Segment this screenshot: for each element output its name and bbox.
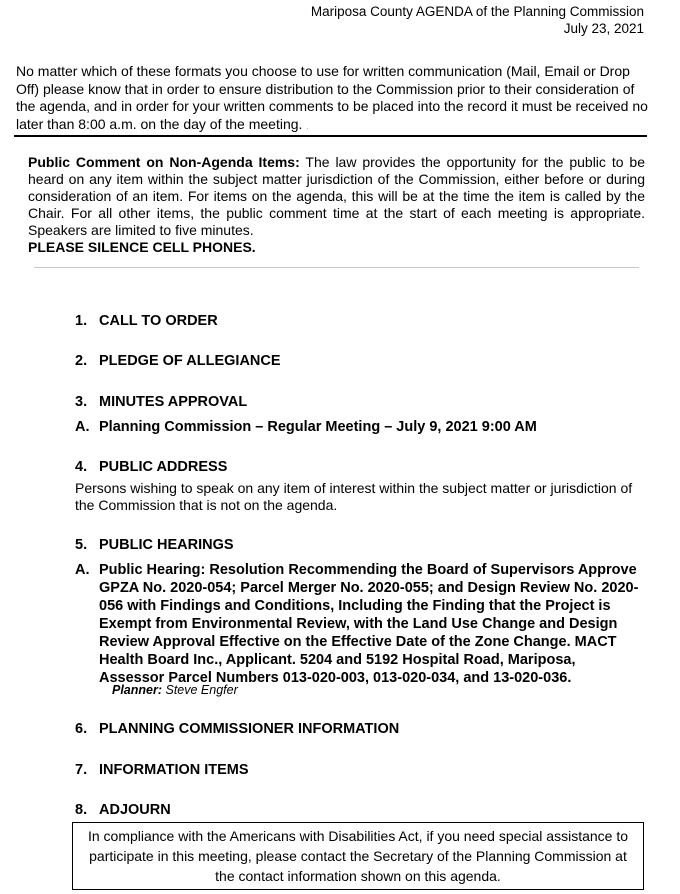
notice-text: No matter which of these formats you choose to use for written communication (Mail, Email or Drop Off) please know that in order to ensure distribution to the Commission prior to their consideration of the agenda, and in order for your written comments to be placed into the record it must be received no later than 8:00 a.m. on the day of the meeting. (16, 63, 648, 132)
item-number: 6. (75, 721, 88, 737)
planner-label: Planner: (112, 683, 163, 697)
item-title: PUBLIC ADDRESS (99, 459, 228, 475)
item-number: 5. (75, 537, 88, 553)
item-number: 7. (75, 762, 88, 778)
hearing-line: Exempt from Environmental Review, with the Land Use Change and Design (99, 616, 618, 632)
agenda-item-pledge (75, 352, 655, 370)
item-title: CALL TO ORDER (99, 313, 218, 329)
trailing-mark: . (306, 121, 309, 131)
agenda-item-commissioner-info (75, 720, 655, 738)
agenda-item-minutes-approval (75, 393, 655, 411)
agenda-item-adjourn (75, 801, 655, 819)
planner-name: Steve Engfer (165, 683, 238, 697)
header-date: July 23, 2021 (563, 21, 644, 36)
document-header (311, 3, 644, 37)
public-comment-section (28, 154, 645, 256)
item-title: PLEDGE OF ALLEGIANCE (99, 353, 281, 369)
item-letter: A. (75, 419, 90, 435)
item-number: 4. (75, 459, 88, 475)
item-title: ADJOURN (99, 802, 171, 818)
hearing-line: Public Hearing: Resolution Recommending the Board of Supervisors Approve (99, 562, 637, 578)
agenda-item-public-address (75, 458, 655, 476)
agenda-item-information-items (75, 761, 655, 779)
hearing-line: Assessor Parcel Numbers 013-020-003, 013-020-034, and 13-020-036. (99, 670, 572, 686)
written-communication-notice (16, 63, 656, 135)
header-title: Mariposa County AGENDA of the Planning Commission (310, 4, 644, 19)
item-number: 2. (75, 353, 88, 369)
agenda-subitem-public-hearing (75, 561, 647, 687)
ada-notice-line: participate in this meeting, please contact the Secretary of the Planning Commission at (89, 848, 627, 864)
planner-credit (112, 682, 238, 698)
item-title: PUBLIC HEARINGS (99, 537, 234, 553)
item-number: 8. (75, 802, 88, 818)
public-comment-heading: Public Comment on Non-Agenda Items: (28, 154, 300, 170)
item-number: 1. (75, 313, 88, 329)
item-title: INFORMATION ITEMS (99, 762, 249, 778)
section-divider (14, 135, 647, 137)
public-comment-body: The law provides the opportunity for the public to be heard on any item within the subject matter jurisdiction of the Commission, either before or during consideration of an item. For items on the agenda, this will be at the time the item is called by the Chair. For all other items, the public comment time at the start of each meeting is appropriate. Speakers are limited to five minutes. (28, 154, 645, 238)
item-number: 3. (75, 394, 88, 410)
agenda-subitem-minutes (75, 418, 655, 436)
ada-notice-box (72, 822, 644, 890)
item-title: MINUTES APPROVAL (99, 394, 248, 410)
ada-notice-line: In compliance with the Americans with Disabilities Act, if you need special assistance to (87, 828, 629, 844)
ada-notice-line: the contact information shown on this agenda. (215, 868, 501, 884)
hearing-line: Review Approval Effective on the Effective Date of the Zone Change. MACT (99, 634, 617, 650)
hearing-line: 056 with Findings and Conditions, Including the Finding that the Project is (99, 598, 611, 614)
public-address-description: Persons wishing to speak on any item of interest within the subject matter or jurisdiction of the Commission that is not on the agenda. (75, 480, 633, 513)
item-title: Planning Commission – Regular Meeting – July 9, 2021 9:00 AM (99, 419, 537, 435)
hearing-line: GPZA No. 2020-054; Parcel Merger No. 2020-055; and Design Review No. 2020- (99, 580, 639, 596)
silence-phones-notice: PLEASE SILENCE CELL PHONES. (28, 239, 256, 255)
item-letter: A. (75, 562, 90, 578)
hearing-description (99, 561, 647, 687)
hearing-line: Health Board Inc., Applicant. 5204 and 5192 Hospital Road, Mariposa, (99, 652, 576, 668)
light-divider (34, 267, 639, 268)
agenda-item-call-to-order (75, 312, 655, 330)
item-title: PLANNING COMMISSIONER INFORMATION (99, 721, 400, 737)
agenda-item-public-hearings (75, 536, 655, 554)
